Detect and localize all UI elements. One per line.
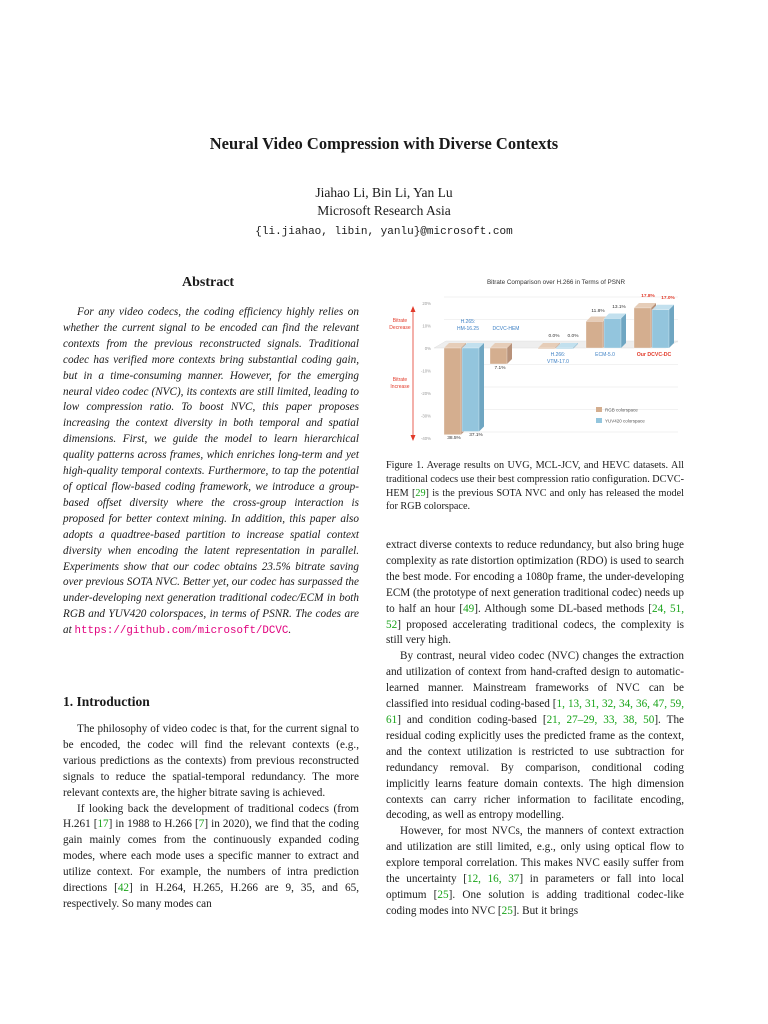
figure-1-chart bbox=[386, 270, 686, 448]
section-heading-introduction: 1. Introduction bbox=[63, 694, 150, 709]
abstract-heading: Abstract bbox=[182, 275, 235, 290]
data-label: 37.1% bbox=[469, 433, 483, 438]
right-column-text bbox=[386, 538, 684, 920]
right-paragraph-1 bbox=[386, 538, 684, 649]
category-label: VTM-17.0 bbox=[547, 359, 569, 365]
y-label-decrease: Bitrate bbox=[392, 318, 408, 324]
intro-paragraph-1: The philosophy of video codec is that, for the current signal to be encoded, the codec will find the relevant contexts (e.g., various predictions as the contexts) from previous reconstructed signals to reduce the spatial-temporal redundancy. The more relevant contexts are, the higher bitrate saving is achieved. bbox=[63, 723, 359, 799]
citation[interactable]: 29 bbox=[415, 487, 426, 499]
citation[interactable]: 12, 16, 37 bbox=[466, 873, 520, 886]
text-run: ]. But it brings bbox=[512, 904, 579, 917]
citation[interactable]: 21, 27–29, 33, 38, 50 bbox=[546, 713, 655, 726]
data-label: 0.0% bbox=[548, 334, 560, 339]
bar-side bbox=[669, 305, 674, 348]
text-run: ] in 2020), we find that the coding gain mainly comes from the continuously expanded coding modes, where each mode uses a specific manner to extract and utilize context. For example, the numbers of intra prediction directions [ bbox=[63, 818, 359, 895]
citation[interactable]: 49 bbox=[463, 602, 475, 615]
data-label: 0.0% bbox=[567, 334, 579, 339]
y-tick-label: 20% bbox=[422, 301, 431, 306]
email: {li.jiahao, libin, yanlu}@microsoft.com bbox=[255, 226, 513, 238]
affiliation: Microsoft Research Asia bbox=[317, 203, 451, 218]
category-label: HM-16.25 bbox=[457, 326, 479, 332]
intro-paragraph-2 bbox=[63, 802, 359, 913]
arrow-up-icon bbox=[411, 306, 416, 312]
y-tick-label: -20% bbox=[420, 391, 431, 396]
arrow-down-icon bbox=[411, 435, 416, 441]
text-run: ] in H.264, H.265, H.266 are 9, 35, and 65, respectively. So many modes can bbox=[63, 882, 359, 910]
chart-title: Bitrate Comparison over H.266 in Terms of PSNR bbox=[486, 279, 626, 286]
text-run: ]. One solution is adding traditional codec-like coding modes into NVC [ bbox=[386, 888, 684, 917]
citation[interactable]: 7 bbox=[198, 818, 205, 831]
text-run: If looking back the development of traditional codecs (from H.261 [ bbox=[63, 802, 359, 831]
text-run: ] proposed accelerating traditional codecs, the complexity is still very high. bbox=[386, 618, 684, 647]
legend-swatch-yuv bbox=[596, 418, 602, 423]
text-run: ] in parameters or fall into local optimum [ bbox=[386, 873, 684, 901]
text-run: Figure 1. Average results on UVG, MCL-JCV, and HEVC datasets. All traditional codecs use their best compression ratio configuration. DCVC-HEM [ bbox=[386, 460, 684, 499]
abstract-text bbox=[63, 305, 359, 640]
y-label-decrease: Decrease bbox=[389, 325, 411, 331]
data-label: 17.0% bbox=[661, 296, 675, 301]
authors: Jiahao Li, Bin Li, Yan Lu bbox=[315, 185, 453, 200]
category-label: DCVC-HEM bbox=[492, 326, 520, 332]
y-tick-label: -40% bbox=[420, 436, 431, 441]
category-label: H.265: bbox=[460, 319, 476, 325]
citation[interactable]: 1, 13, 31, 32, 34, 36, 47, 59, 61 bbox=[386, 698, 684, 726]
y-tick-label: 0% bbox=[424, 346, 431, 351]
citation[interactable]: 24, 51, 52 bbox=[386, 602, 685, 631]
text-run: By contrast, neural video codec (NVC) changes the extraction and utilization of context from hand-crafted design to automatic-learned manner. Mainstream frameworks of NVC can be classified into residual coding-based [ bbox=[386, 650, 684, 711]
legend-label-yuv: YUV420 colorspace bbox=[605, 418, 645, 424]
right-paragraph-3 bbox=[386, 824, 684, 919]
bar bbox=[538, 348, 555, 349]
legend-label-rgb: RGB colorspace bbox=[605, 407, 638, 413]
category-label: Our DCVC-DC bbox=[636, 352, 672, 358]
y-label-increase: Increase bbox=[390, 384, 410, 390]
bar bbox=[634, 308, 651, 348]
text-run: ]. Although some DL-based methods [ bbox=[474, 602, 652, 615]
right-paragraph-2 bbox=[386, 649, 684, 824]
y-tick-label: 10% bbox=[422, 323, 431, 329]
y-tick-label: -30% bbox=[420, 413, 431, 419]
legend-swatch-rgb bbox=[596, 407, 602, 412]
citation[interactable]: 42 bbox=[117, 882, 130, 895]
bar bbox=[652, 310, 669, 348]
y-label-increase: Bitrate bbox=[392, 377, 408, 383]
category-label: H.266: bbox=[550, 352, 566, 358]
intro-text bbox=[63, 722, 359, 913]
figure-1-caption bbox=[386, 459, 684, 514]
bar bbox=[490, 348, 507, 364]
bar bbox=[462, 348, 479, 431]
bar bbox=[586, 321, 603, 348]
bar bbox=[556, 348, 573, 349]
paper-title: Neural Video Compression with Diverse Contexts bbox=[209, 134, 559, 153]
bar bbox=[444, 348, 461, 435]
abstract-end: . bbox=[288, 624, 292, 637]
text-run: However, for most NVCs, the manners of context extraction and utilization are still limited, e.g., only using optical flow to explore temporal correlation. This makes NVC easily suffer from the uncertainty [ bbox=[386, 825, 684, 886]
code-link[interactable]: https://github.com/microsoft/DCVC bbox=[74, 625, 289, 638]
text-run: ] is the previous SOTA NVC and only has released the model for RGB colorspace. bbox=[386, 487, 684, 513]
chart-bars bbox=[444, 303, 674, 435]
bar-side bbox=[479, 343, 484, 431]
data-label: 17.8% bbox=[641, 294, 655, 299]
citation[interactable]: 17 bbox=[97, 818, 109, 831]
data-label: 11.8% bbox=[591, 309, 605, 314]
text-run: ]. The residual coding explicitly uses the predicted frame as the context, and the context utilization is restricted to use subtraction for redundancy removal. By comparison, conditional coding implicitly learns feature domain contexts. The high dimension contexts can carry richer information to facilitate encoding, decoding, as well as entropy modelling. bbox=[386, 713, 685, 822]
bar bbox=[604, 319, 621, 348]
text-run: extract diverse contexts to reduce redundancy, but also bring huge complexity as rate distortion optimization (RDO) is used to search the best mode. For encoding a 1080p frame, the under-developing ECM (the prototype of next generation traditional codec) needs up to half an hour [ bbox=[386, 539, 684, 615]
citation[interactable]: 25 bbox=[437, 888, 449, 901]
category-label: ECM-5.0 bbox=[595, 352, 615, 358]
bar-side bbox=[621, 314, 626, 348]
text-run: ] and condition coding-based [ bbox=[397, 713, 547, 726]
abstract-body: For any video codecs, the coding efficiency highly relies on whether the current signal to be encoded can find the relevant contexts from the previous reconstructed signals. Traditional codec has verified more contexts bring substantial coding gain, but in a time-consuming manner. However, for the emerging neural video codec (NVC), its contexts are still limited, leading to low compression ratio. To boost NVC, this paper proposes increasing the context diversity in both temporal and spatial dimensions. First, we guide the model to learn hierarchical quality patterns across frames, which enriches long-term and yet high-quality temporal contexts. Furthermore, to tap the potential of optical flow-based coding framework, we introduce a group-based offset diversity where the cross-group interaction is proposed for better context mining. In addition, this paper also adopts a quadtree-based partition to increase spatial context diversity when encoding the latent representation in parallel. Experiments show that our codec obtains 23.5% bitrate saving over previous SOTA NVC. Better yet, our codec has surpassed the under-developing next generation traditional codec/ECM in both RGB and YUV420 colorspaces, in terms of PSNR. The codes are at bbox=[63, 306, 359, 637]
text-run: ] in 1988 to H.266 [ bbox=[108, 818, 199, 831]
y-tick-label: -10% bbox=[420, 368, 431, 374]
data-label: 13.1% bbox=[612, 305, 626, 310]
data-label: 7.1% bbox=[494, 366, 506, 371]
data-label: 38.5% bbox=[447, 436, 461, 441]
citation[interactable]: 25 bbox=[501, 904, 513, 917]
